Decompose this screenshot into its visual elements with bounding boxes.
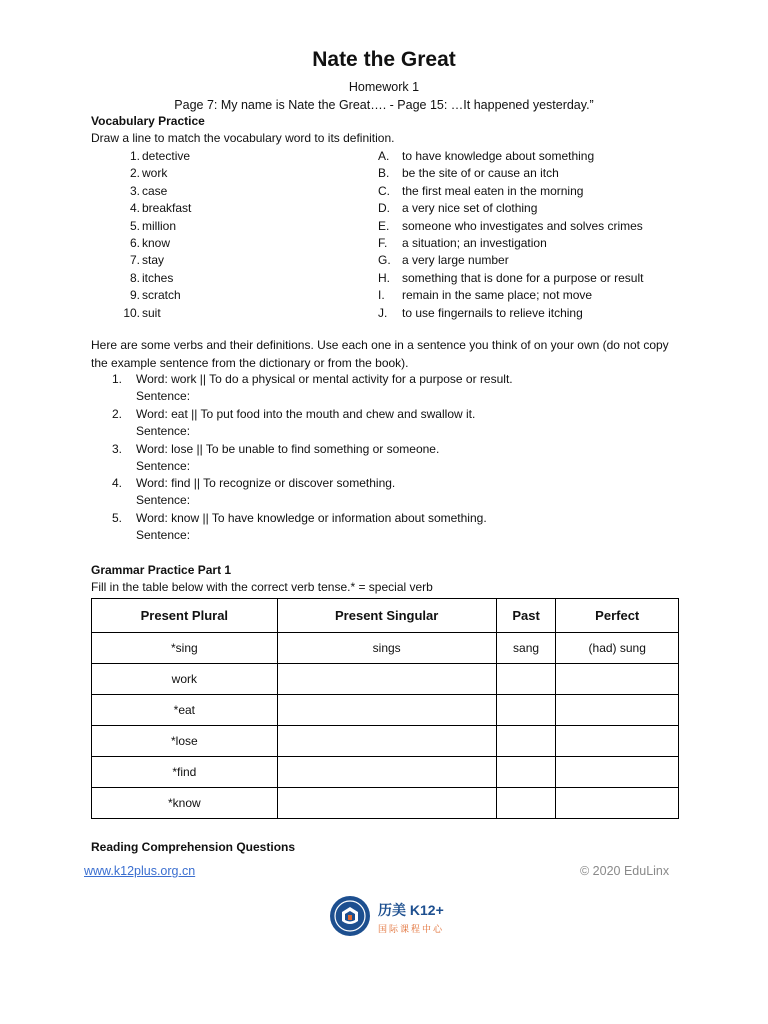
verb-cell: *find bbox=[92, 757, 278, 788]
vocab-row bbox=[118, 306, 678, 323]
column-header: Past bbox=[496, 599, 556, 633]
table-row bbox=[92, 757, 679, 788]
definition-letter: F. bbox=[378, 235, 388, 250]
vocab-number: 9. bbox=[129, 288, 140, 303]
vocab-instruction: Draw a line to match the vocabulary word to its definition. bbox=[91, 131, 395, 145]
vocab-row bbox=[118, 288, 678, 305]
verbs-intro: Here are some verbs and their definitions. Use each one in a sentence you think of on your own (do not copy the example sentence from the dictionary or from the book). bbox=[91, 338, 669, 370]
vocab-word: stay bbox=[142, 253, 165, 268]
vocab-word: know bbox=[142, 235, 171, 250]
vocab-number: 10. bbox=[123, 305, 140, 320]
definition-letter: D. bbox=[378, 201, 390, 216]
document-subtitle: Homework 1 bbox=[348, 80, 420, 94]
definition-letter: B. bbox=[378, 166, 390, 181]
verb-cell: work bbox=[92, 664, 278, 695]
definition-letter: C. bbox=[378, 183, 390, 198]
verb-number: 4. bbox=[112, 476, 123, 491]
table-row bbox=[92, 726, 679, 757]
vocab-row bbox=[118, 271, 678, 288]
vocab-word: itches bbox=[142, 270, 174, 285]
tense-cell[interactable] bbox=[277, 726, 496, 757]
vocab-number: 6. bbox=[129, 235, 140, 250]
table-row bbox=[92, 695, 679, 726]
verb-cell: *lose bbox=[92, 726, 278, 757]
definition-letter: J. bbox=[378, 305, 388, 320]
column-header: Present Singular bbox=[277, 599, 496, 633]
vocab-row bbox=[118, 201, 678, 218]
verb-cell: *sing bbox=[92, 633, 278, 664]
sentence-label: Sentence: bbox=[136, 423, 191, 438]
grammar-header-row bbox=[92, 599, 679, 633]
table-row bbox=[92, 788, 679, 819]
sentence-label: Sentence: bbox=[136, 389, 191, 403]
definition-text: remain in the same place; not move bbox=[402, 288, 593, 303]
definition-letter: H. bbox=[378, 270, 390, 285]
definition-text: a situation; an investigation bbox=[402, 235, 547, 250]
crest-icon bbox=[328, 894, 372, 938]
vocab-number: 1. bbox=[129, 149, 140, 163]
vocab-number: 2. bbox=[129, 166, 140, 181]
column-header: Present Plural bbox=[92, 599, 278, 633]
vocab-word: breakfast bbox=[142, 201, 192, 216]
website-link[interactable]: www.k12plus.org.cn bbox=[84, 864, 196, 878]
vocab-word: scratch bbox=[142, 288, 181, 303]
tense-cell[interactable] bbox=[556, 757, 679, 788]
copyright: © 2020 EduLinx bbox=[580, 864, 670, 878]
reading-heading: Reading Comprehension Questions bbox=[91, 840, 296, 854]
table-row bbox=[92, 633, 679, 664]
table-row bbox=[92, 664, 679, 695]
definition-text: a very nice set of clothing bbox=[402, 201, 538, 216]
column-header: Perfect bbox=[556, 599, 679, 633]
tense-cell[interactable] bbox=[556, 788, 679, 819]
vocab-number: 4. bbox=[129, 201, 140, 216]
tense-cell[interactable] bbox=[496, 695, 556, 726]
vocab-word: suit bbox=[142, 305, 161, 320]
definition-text: the first meal eaten in the morning bbox=[402, 183, 584, 198]
vocab-number: 5. bbox=[129, 218, 140, 233]
verb-number: 5. bbox=[112, 511, 123, 526]
tense-cell[interactable] bbox=[556, 695, 679, 726]
verb-cell: *know bbox=[92, 788, 278, 819]
sentence-label: Sentence: bbox=[136, 528, 191, 543]
definition-letter: G. bbox=[378, 253, 391, 268]
definition-text: to use fingernails to relieve itching bbox=[402, 305, 583, 320]
verb-definition: Word: find || To recognize or discover something. bbox=[136, 476, 396, 491]
tense-cell[interactable] bbox=[277, 788, 496, 819]
definition-letter: A. bbox=[378, 149, 390, 163]
logo-tagline: 国际课程中心 bbox=[378, 924, 445, 934]
vocab-row bbox=[118, 184, 678, 201]
verb-number: 3. bbox=[112, 441, 123, 456]
definition-text: to have knowledge about something bbox=[402, 149, 595, 163]
tense-cell[interactable]: sang bbox=[496, 633, 556, 664]
vocab-row bbox=[118, 219, 678, 236]
vocab-row bbox=[118, 166, 678, 183]
vocab-number: 8. bbox=[129, 270, 140, 285]
tense-cell[interactable] bbox=[277, 757, 496, 788]
vocab-word: work bbox=[142, 166, 168, 181]
grammar-instruction: Fill in the table below with the correct verb tense.* = special verb bbox=[91, 580, 433, 594]
vocab-list bbox=[118, 149, 678, 323]
verb-number: 1. bbox=[112, 372, 123, 386]
definition-letter: I. bbox=[378, 288, 385, 303]
tense-cell[interactable]: sings bbox=[277, 633, 496, 664]
tense-cell[interactable] bbox=[496, 788, 556, 819]
definition-text: a very large number bbox=[402, 253, 509, 268]
sentence-label: Sentence: bbox=[136, 493, 191, 508]
tense-cell[interactable]: (had) sung bbox=[556, 633, 679, 664]
tense-cell[interactable] bbox=[277, 664, 496, 695]
vocab-row bbox=[118, 253, 678, 270]
vocab-word: million bbox=[142, 218, 177, 233]
tense-cell[interactable] bbox=[277, 695, 496, 726]
vocab-word: case bbox=[142, 183, 168, 198]
verb-number: 2. bbox=[112, 406, 123, 421]
tense-cell[interactable] bbox=[556, 726, 679, 757]
definition-text: something that is done for a purpose or result bbox=[402, 270, 644, 285]
definition-text: someone who investigates and solves crimes bbox=[402, 218, 643, 233]
tense-cell[interactable] bbox=[556, 664, 679, 695]
vocab-heading: Vocabulary Practice bbox=[91, 114, 205, 128]
k12-logo bbox=[328, 894, 488, 942]
grammar-heading: Grammar Practice Part 1 bbox=[91, 563, 232, 577]
verb-definition: Word: lose || To be unable to find something or someone. bbox=[136, 441, 440, 456]
vocab-row bbox=[118, 149, 678, 166]
definition-letter: E. bbox=[378, 218, 390, 233]
definition-text: be the site of or cause an itch bbox=[402, 166, 559, 181]
vocab-word: detective bbox=[142, 149, 191, 163]
verb-definition: Word: eat || To put food into the mouth and chew and swallow it. bbox=[136, 406, 476, 421]
verb-cell: *eat bbox=[92, 695, 278, 726]
sentence-label: Sentence: bbox=[136, 458, 191, 473]
tense-cell[interactable] bbox=[496, 664, 556, 695]
vocab-number: 7. bbox=[129, 253, 140, 268]
logo-name: 历美 K12+ bbox=[378, 902, 444, 918]
document-title: Nate the Great bbox=[312, 48, 456, 71]
verb-definition: Word: work || To do a physical or mental activity for a purpose or result. bbox=[136, 372, 513, 386]
tense-cell[interactable] bbox=[496, 726, 556, 757]
vocab-number: 3. bbox=[129, 183, 140, 198]
grammar-table bbox=[91, 598, 679, 819]
verb-definition: Word: know || To have knowledge or information about something. bbox=[136, 511, 487, 526]
page-range: Page 7: My name is Nate the Great…. - Page 15: …It happened yesterday.” bbox=[174, 98, 594, 112]
vocab-row bbox=[118, 236, 678, 253]
tense-cell[interactable] bbox=[496, 757, 556, 788]
